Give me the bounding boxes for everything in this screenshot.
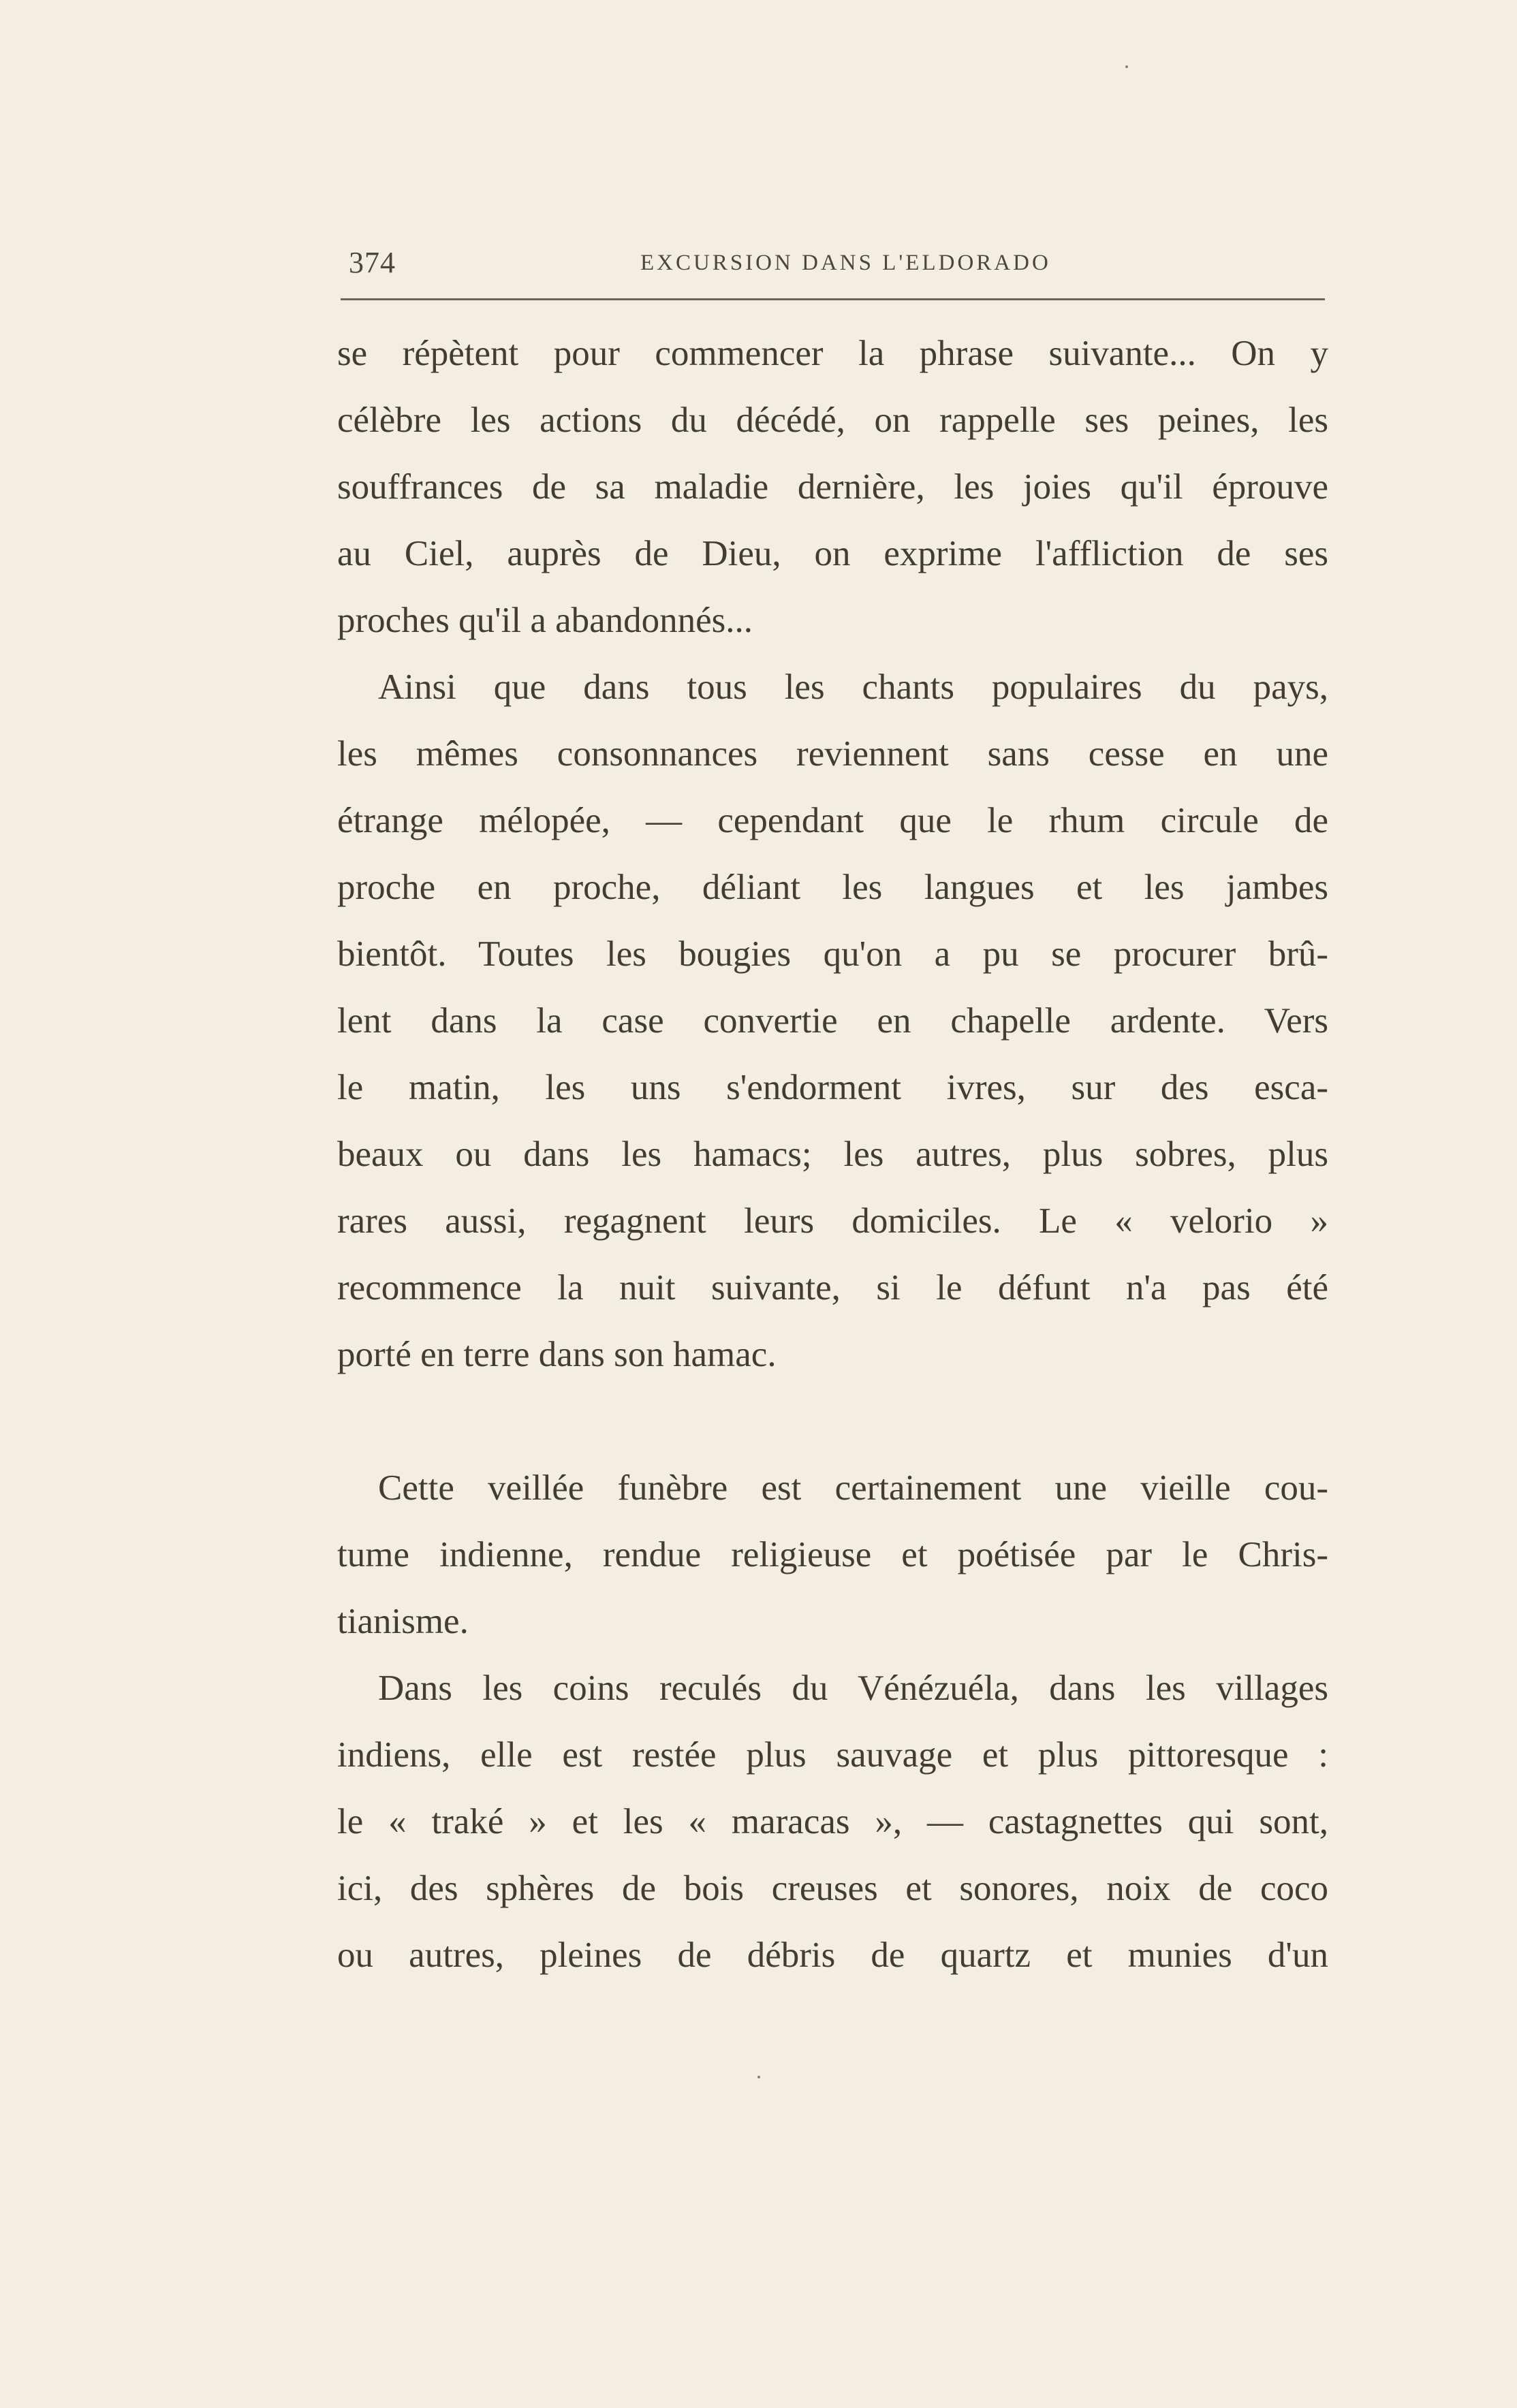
text-line: beaux ou dans les hamacs; les autres, plus sobres, plus <box>337 1135 1328 1174</box>
text-line: ou autres, pleines de débris de quartz et munies d'un <box>337 1935 1328 1975</box>
text-line: célèbre les actions du décédé, on rappelle ses peines, les <box>337 400 1328 440</box>
text-line: ici, des sphères de bois creuses et sonores, noix de coco <box>337 1869 1328 1908</box>
text-line: étrange mélopée, — cependant que le rhum circule de <box>337 801 1328 840</box>
section-break <box>337 1388 1328 1455</box>
text-line: tianisme. <box>337 1602 469 1641</box>
paper-speck <box>1125 65 1128 68</box>
text-line: le « traké » et les « maracas », — castagnettes qui sont, <box>337 1802 1328 1841</box>
text-line: tume indienne, rendue religieuse et poétisée par le Chris- <box>337 1535 1328 1574</box>
paragraph-3 <box>337 1455 1328 1655</box>
text-line: recommence la nuit suivante, si le défunt n'a pas été <box>337 1268 1328 1308</box>
page-number: 374 <box>349 246 396 279</box>
text-line: Ainsi que dans tous les chants populaires du pays, <box>378 667 1328 707</box>
text-line: proche en proche, déliant les langues et les jambes <box>337 868 1328 907</box>
text-line: porté en terre dans son hamac. <box>337 1335 777 1374</box>
running-title: EXCURSION DANS L'ELDORADO <box>640 251 1051 275</box>
text-line: au Ciel, auprès de Dieu, on exprime l'affliction de ses <box>337 534 1328 573</box>
header-rule <box>341 298 1325 300</box>
body-text <box>337 320 1328 1989</box>
text-line: souffrances de sa maladie dernière, les joies qu'il éprouve <box>337 467 1328 507</box>
text-line: indiens, elle est restée plus sauvage et plus pittoresque : <box>337 1735 1328 1775</box>
text-line: bientôt. Toutes les bougies qu'on a pu se procurer brû- <box>337 934 1328 974</box>
paragraph-1 <box>337 320 1328 654</box>
text-line: Cette veillée funèbre est certainement une vieille cou- <box>378 1468 1328 1508</box>
text-line: les mêmes consonnances reviennent sans cesse en une <box>337 734 1328 774</box>
text-line: Dans les coins reculés du Vénézuéla, dans les villages <box>378 1668 1328 1708</box>
text-line: lent dans la case convertie en chapelle ardente. Vers <box>337 1001 1328 1041</box>
running-header <box>341 245 1325 286</box>
text-line: le matin, les uns s'endorment ivres, sur des esca- <box>337 1068 1328 1107</box>
text-line: rares aussi, regagnent leurs domiciles. Le « velorio » <box>337 1201 1328 1241</box>
paper-speck <box>757 2076 760 2078</box>
paragraph-2 <box>337 654 1328 1388</box>
paragraph-4 <box>337 1655 1328 1989</box>
text-line: se répètent pour commencer la phrase suivante... On y <box>337 334 1328 373</box>
text-line: proches qu'il a abandonnés... <box>337 601 753 640</box>
